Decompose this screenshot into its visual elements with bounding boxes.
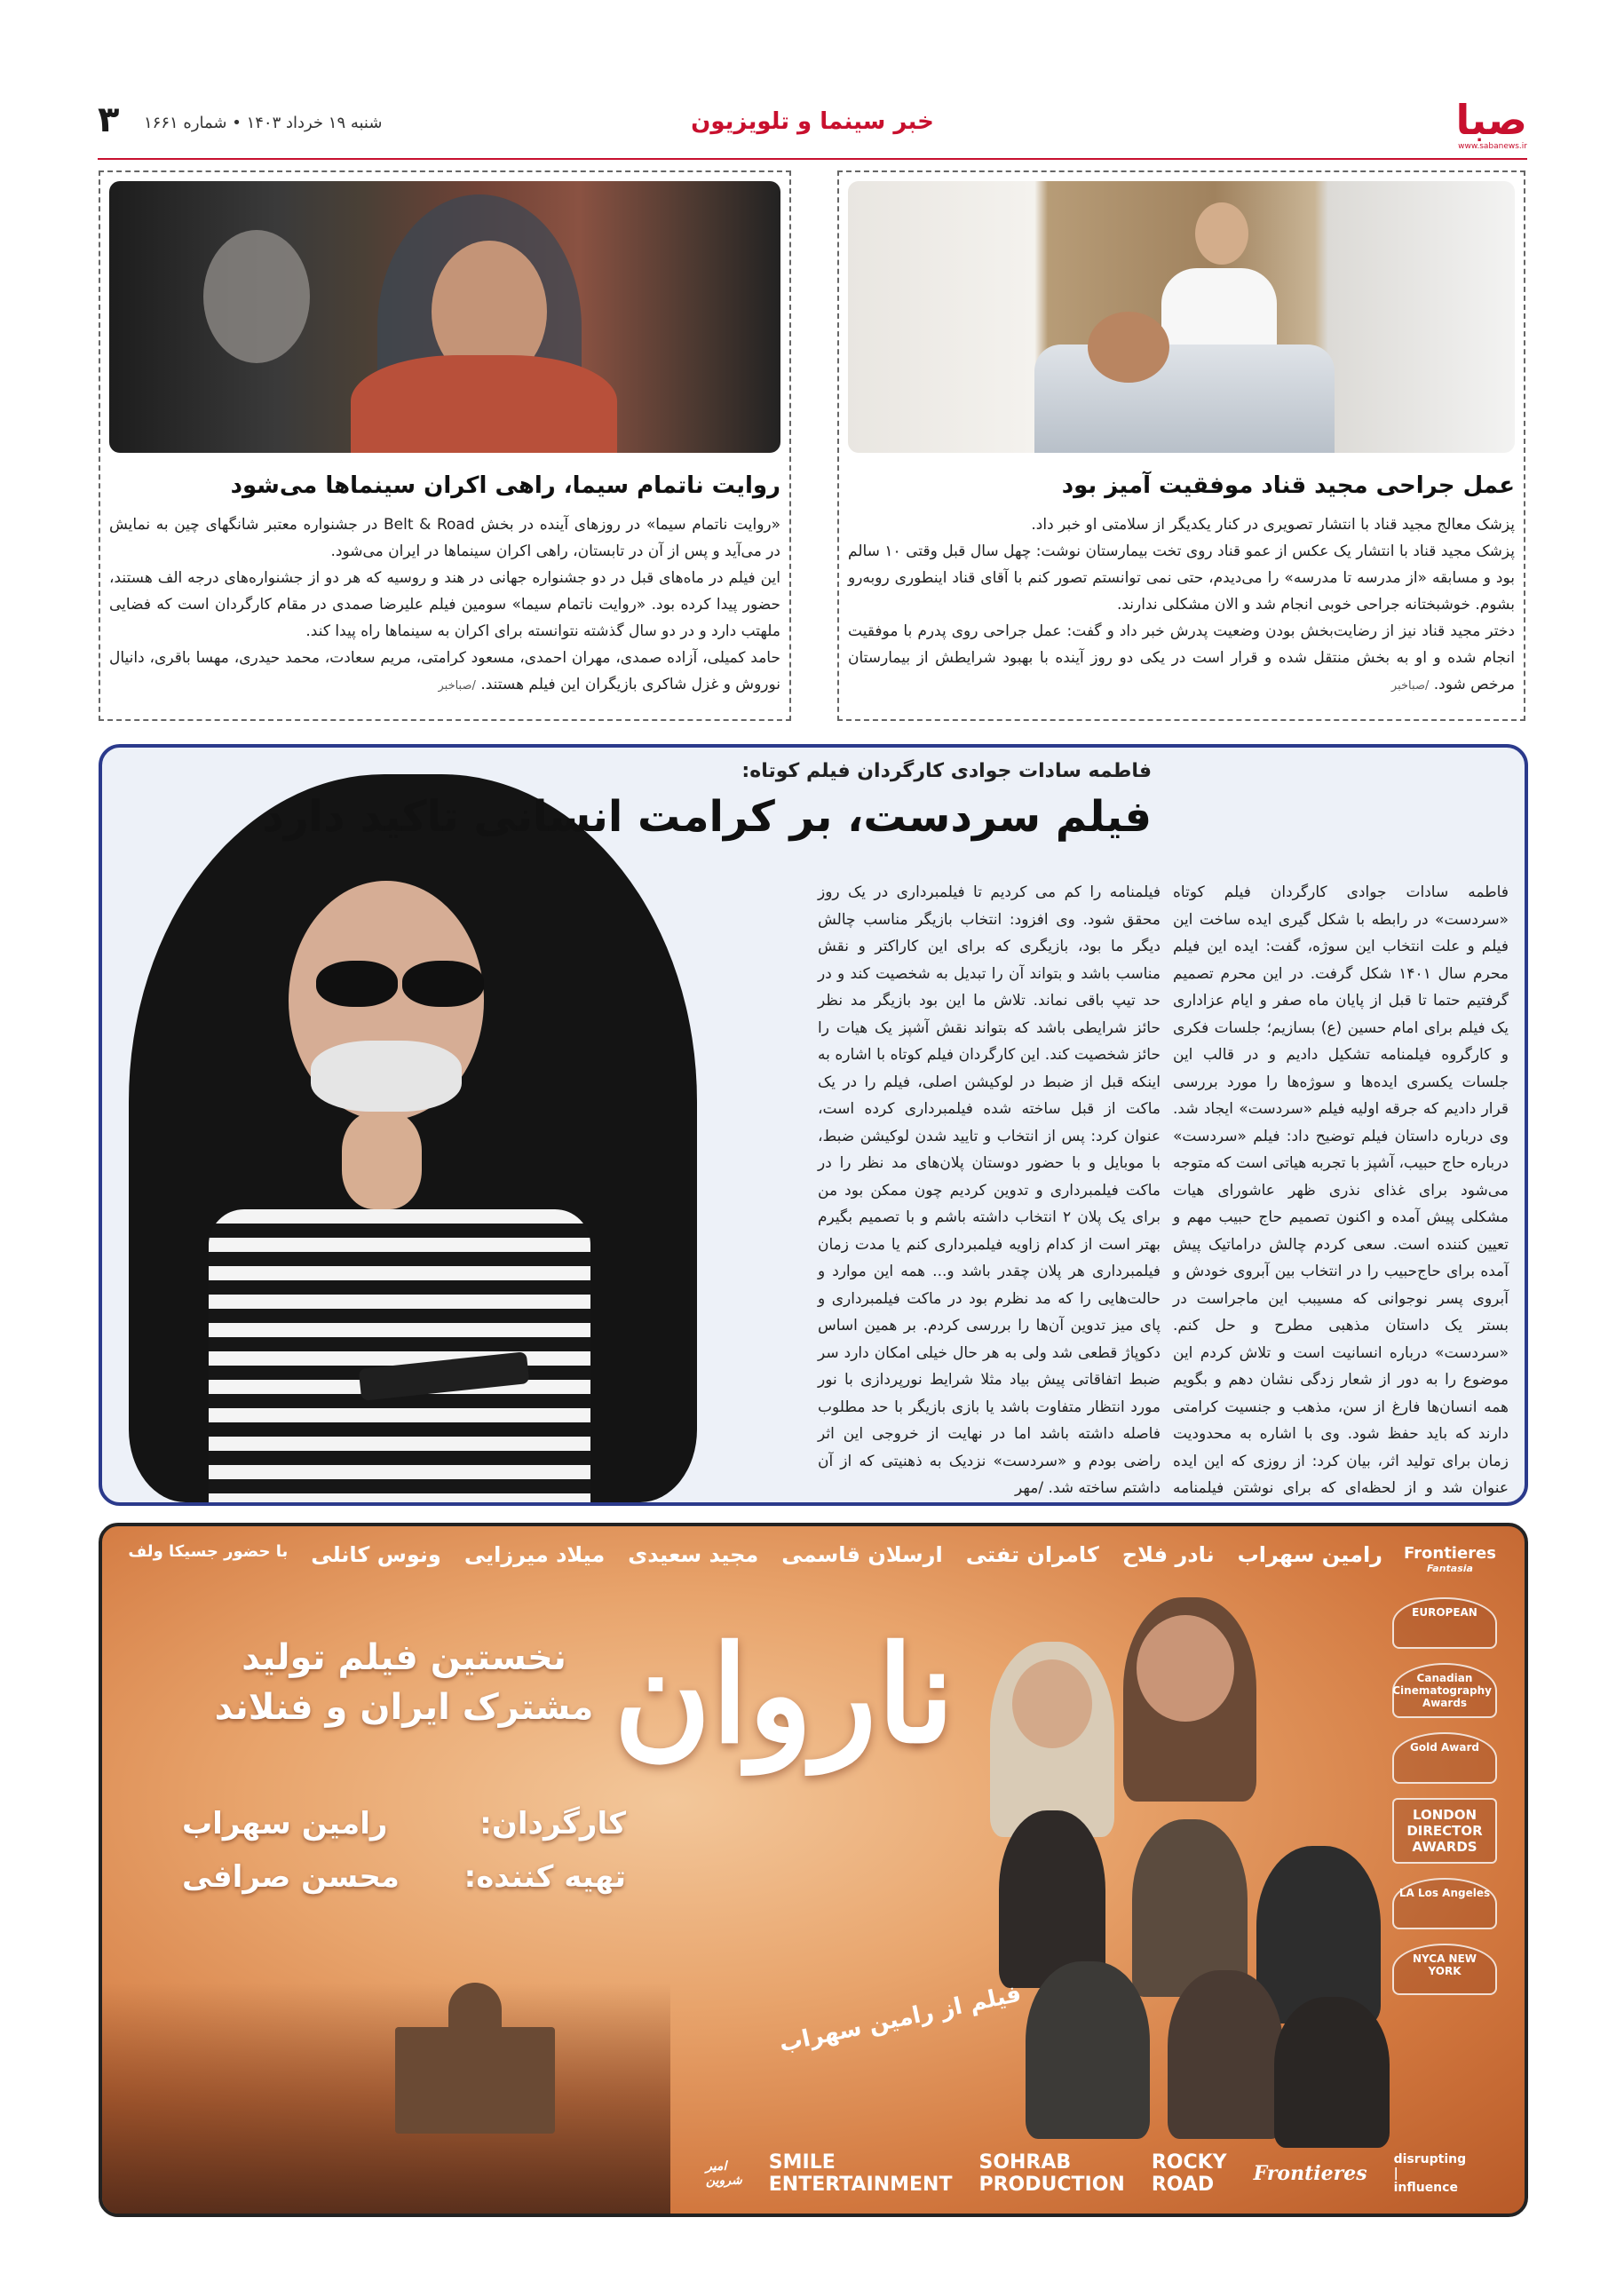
interview-column-left: فیلمنامه را کم می کردیم تا فیلمبرداری در یک روز محقق شود. وی افزود: انتخاب بازیگر مناسب چالش دیگر ما بود، بازیگری که برای این کاراکتر و نقش مناسب باشد و بتواند آن را تبدیل به شخصیت کند و در حد تیپ باقی نماند. تلاش ما این بود بازیگر مد نظر حائز شرایطی باشد که بتواند نقش آشپز یک هیات را حائز شخصیت کند. این کارگردان فیلم کوتاه با اشاره به اینکه قبل از ضبط در لوکیشن اصلی، فیلم را در یک ماکت از قبل ساخته شده فیلمبرداری کرده است، عنوان کرد: پس از انتخاب و تایید شدن لوکیشن ضبط، با موبایل و با حضور دوستان پلان‌های مد نظر را در ماکت فیلمبرداری و تدوین کردیم چون ممکن بود من برای یک پلان ۲ انتخاب داشته باشم و با تصمیم بگیرم بهتر است از کدام زاویه فیلمبرداری کنم یا مدت زمان فیلمبرداری هر پلان چقدر باشد و... همه این موارد و حالت‌هایی را که مد نظرم بود در ماکت فیلمبرداری و پای میز تدوین آن‌ها را بررسی کردم. بر همین اساس دکوپاژ قطعی شد ولی به هر حال خیلی امکان دارد سر ضبط اتفاقاتی پیش بیاد مثلا شرایط نورپردازی با نور مورد انتظار متفاوت باشد یا بازی بازیگر با حد مطلوب فاصله داشته باشد اما در نهایت از خروجی این اثر راضی بودم و «سردست» نزدیک به ذهنیتی که از آن داشتم ساخته شد. /مهر	[818, 883, 1161, 1497]
production-logos	[706, 2151, 1467, 2196]
section-title: خبر سینما و تلویزیون	[691, 108, 934, 135]
story-sima-title: روایت ناتمام سیما، راهی اکران سینماها می‌شود	[230, 472, 780, 499]
film-advertisement[interactable]	[99, 1523, 1528, 2217]
paragraph: دختر مجید قناد نیز از رضایت‌بخش بودن وضعیت پدرش خبر داد و گفت: عمل جراحی روی پدرم با موفقیت انجام شده و او به بخش منتقل شده و قرار است در یکی دو روز آینده با بهبود شرایطش از بیمارستان مرخص شود. /صباخبر	[848, 622, 1515, 693]
cast-guest: با حضور جسیکا ولف	[128, 1542, 289, 1561]
paragraph: پزشک معالج مجید قناد با انتشار تصویری در کنار یکدیگر از سلامتی او خبر داد.	[1031, 516, 1515, 534]
cast-name: نادر فلاح	[1121, 1542, 1215, 1567]
award-laurel: Canadian Cinematography Awards	[1392, 1663, 1497, 1718]
cast-name: میلاد میرزایی	[463, 1542, 606, 1567]
cast-name: کامران تفتی	[965, 1542, 1099, 1567]
story-ghannad-body	[848, 511, 1515, 700]
paragraph: حامد کمیلی، آزاده صمدی، مهران احمدی، مسعود کرامتی، مریم سعادت، محمد حیدری، مهسا باقری، دانیال نوروش و غزل شاکری بازیگران این فیلم هستند. /صباخبر	[109, 649, 780, 693]
award-laurel: Gold Award	[1392, 1732, 1497, 1784]
story-sima	[99, 170, 791, 721]
director-portrait	[102, 748, 795, 1502]
credit: /صباخبر	[1390, 679, 1430, 693]
award-laurel: LONDON DIRECTOR AWARDS	[1392, 1798, 1497, 1864]
director-label: کارگردان:	[479, 1806, 626, 1841]
cast-name: رامین سهراب	[1237, 1542, 1382, 1567]
building-silhouette	[395, 2027, 555, 2134]
story-ghannad	[837, 170, 1525, 721]
producer-name: محسن صرافی	[182, 1859, 400, 1895]
credit: /صباخبر	[438, 679, 476, 693]
cast-name: ارسلان قاسمی	[781, 1542, 943, 1567]
producer-signature-logo: امیر شروین	[706, 2159, 742, 2188]
film-credit: فیلم از رامین سهراب	[776, 1980, 1024, 2058]
newspaper-logo[interactable]: صبا	[1455, 96, 1527, 144]
interview-column-right: فاطمه سادات جوادی کارگردان فیلم کوتاه «سردست» در رابطه با شکل گیری ایده ساخت این فیلم و علت انتخاب این سوژه، گفت: ایده این فیلم محرم سال ۱۴۰۱ شکل گرفت. در این محرم تصمیم گرفتیم حتما تا قبل از پایان ماه صفر و ایام عزاداری یک فیلم برای امام حسین (ع) بسازیم؛ جلسات فکری و کارگروه فیلمنامه تشکیل دادیم و در قالب این جلسات یکسری ایده‌ها و سوژه‌ها را مورد بررسی قرار دادیم که جرقه اولیه فیلم «سردست» ایجاد شد. وی درباره داستان فیلم توضیح داد: فیلم «سردست» درباره حاج حبیب، آشپز با تجربه هیاتی است که متوجه می‌شود برای غذای نذری ظهر عاشورای هیات مشکلی پیش آمده و اکنون تصمیم حاج حبیب مهم و تعیین کننده است. سعی کردم چالش دراماتیک پیش آمده برای حاج‌حبیب را در انتخاب بین آبروی خودش و آبروی پسر نوجوانی که مسیبب این ماجراست در بستر یک داستان مذهبی مطرح و حل کنم. «سردست» درباره انسانیت است و تلاش کردم‌ این موضوع را به دور از شعار زدگی نشان دهم و بگویم همه انسان‌ها فارغ از سن، مذهب و جنسیت کرامتی دارند که باید حفظ شود. وی با اشاره به محدودیت زمان برای تولید اثر، بیان کرد: از روزی که این ایده عنوان شد و از لحظه‌ای که برای نوشتن فیلمنامه	[1173, 883, 1509, 1497]
cast-name: ونوس کانلی	[311, 1542, 441, 1567]
interview-kicker: فاطمه سادات جوادی کارگردان فیلم کوتاه:	[741, 760, 1152, 782]
header-rule	[98, 158, 1527, 160]
explosion-scene	[102, 1983, 670, 2214]
interview-panel	[99, 744, 1528, 1506]
director-name: رامین سهراب	[182, 1806, 388, 1841]
award-laurel: EUROPEAN	[1392, 1597, 1497, 1649]
interview-title: فیلم سردست، بر کرامت انسانی تاکید دارد	[262, 792, 1152, 842]
paragraph: این فیلم در ماه‌های قبل در دو جشنواره جهانی در هند و روسیه که هر دو از جشنواره‌های درجه الف هستند، حضور پیدا کرده بود. «روایت ناتمام سیما» سومین فیلم علیرضا صمدی در مقام کارگردان است که فضایی ملهتب دارد و در دو سال گذشته نتوانسته برای اکران به سینماها راه پیدا کند.	[109, 569, 780, 640]
smile-logo: SMILE ENTERTAINMENT	[768, 2151, 953, 2196]
disrupting-influence-logo: disrupting | influence	[1393, 2152, 1467, 2195]
rocky-road-logo: ROCKY ROAD	[1151, 2151, 1227, 2196]
cast-name: مجید سعیدی	[628, 1542, 759, 1567]
distributor-logo: Frontieres Fantasia	[1404, 1544, 1496, 1574]
sohrab-logo: SOHRAB PRODUCTION	[978, 2151, 1125, 2196]
page-number: ۳	[98, 99, 120, 140]
hospital-photo	[848, 181, 1515, 453]
paragraph: «روایت ناتمام سیما» در روزهای آینده در بخش Belt & Road در جشنواره معتبر شانگهای چین به نمایش در می‌آید و پس از آن در تابستان، راهی اکران سینماها در ایران می‌شود.	[109, 516, 781, 560]
film-title-logo: ناروان	[613, 1617, 955, 1773]
producer-label: تهیه کننده:	[463, 1859, 626, 1895]
frontieres-logo: Frontieres	[1253, 2162, 1367, 2185]
awards-column	[1382, 1597, 1507, 1995]
story-ghannad-title: عمل جراحی مجید قناد موفقیت آمیز بود	[1061, 472, 1515, 499]
paragraph: پزشک مجید قناد با انتشار یک عکس از عمو قناد روی تخت بیمارستان نوشت: چهل سال قبل وقتی ۱۰ سالم بود و مسابقه «از مدرسه تا مدرسه» را می‌دیدم، حتی نمی توانستم تصور کنم با آقای قناد اینطوری روبه‌رو بشوم. خوشبختانه جراحی خوبی انجام شد و الان مشکلی ندارند.	[848, 543, 1515, 614]
ad-credits	[182, 1797, 626, 1904]
story-sima-body	[109, 511, 780, 700]
issue-info: شنبه ۱۹ خرداد ۱۴۰۳ • شماره ۱۶۶۱	[144, 114, 383, 132]
ad-tagline: نخستین فیلم تولید مشترک ایران و فنلاند	[214, 1637, 594, 1728]
cast-list	[128, 1542, 1382, 1567]
award-laurel: LA Los Angeles	[1392, 1878, 1497, 1929]
page-header	[98, 89, 1527, 151]
film-still-photo	[109, 181, 780, 453]
newspaper-logo-sub: www.sabanews.ir	[1458, 142, 1527, 151]
poster-cast-collage	[990, 1580, 1390, 2148]
award-laurel: NYCA NEW YORK	[1392, 1944, 1497, 1995]
